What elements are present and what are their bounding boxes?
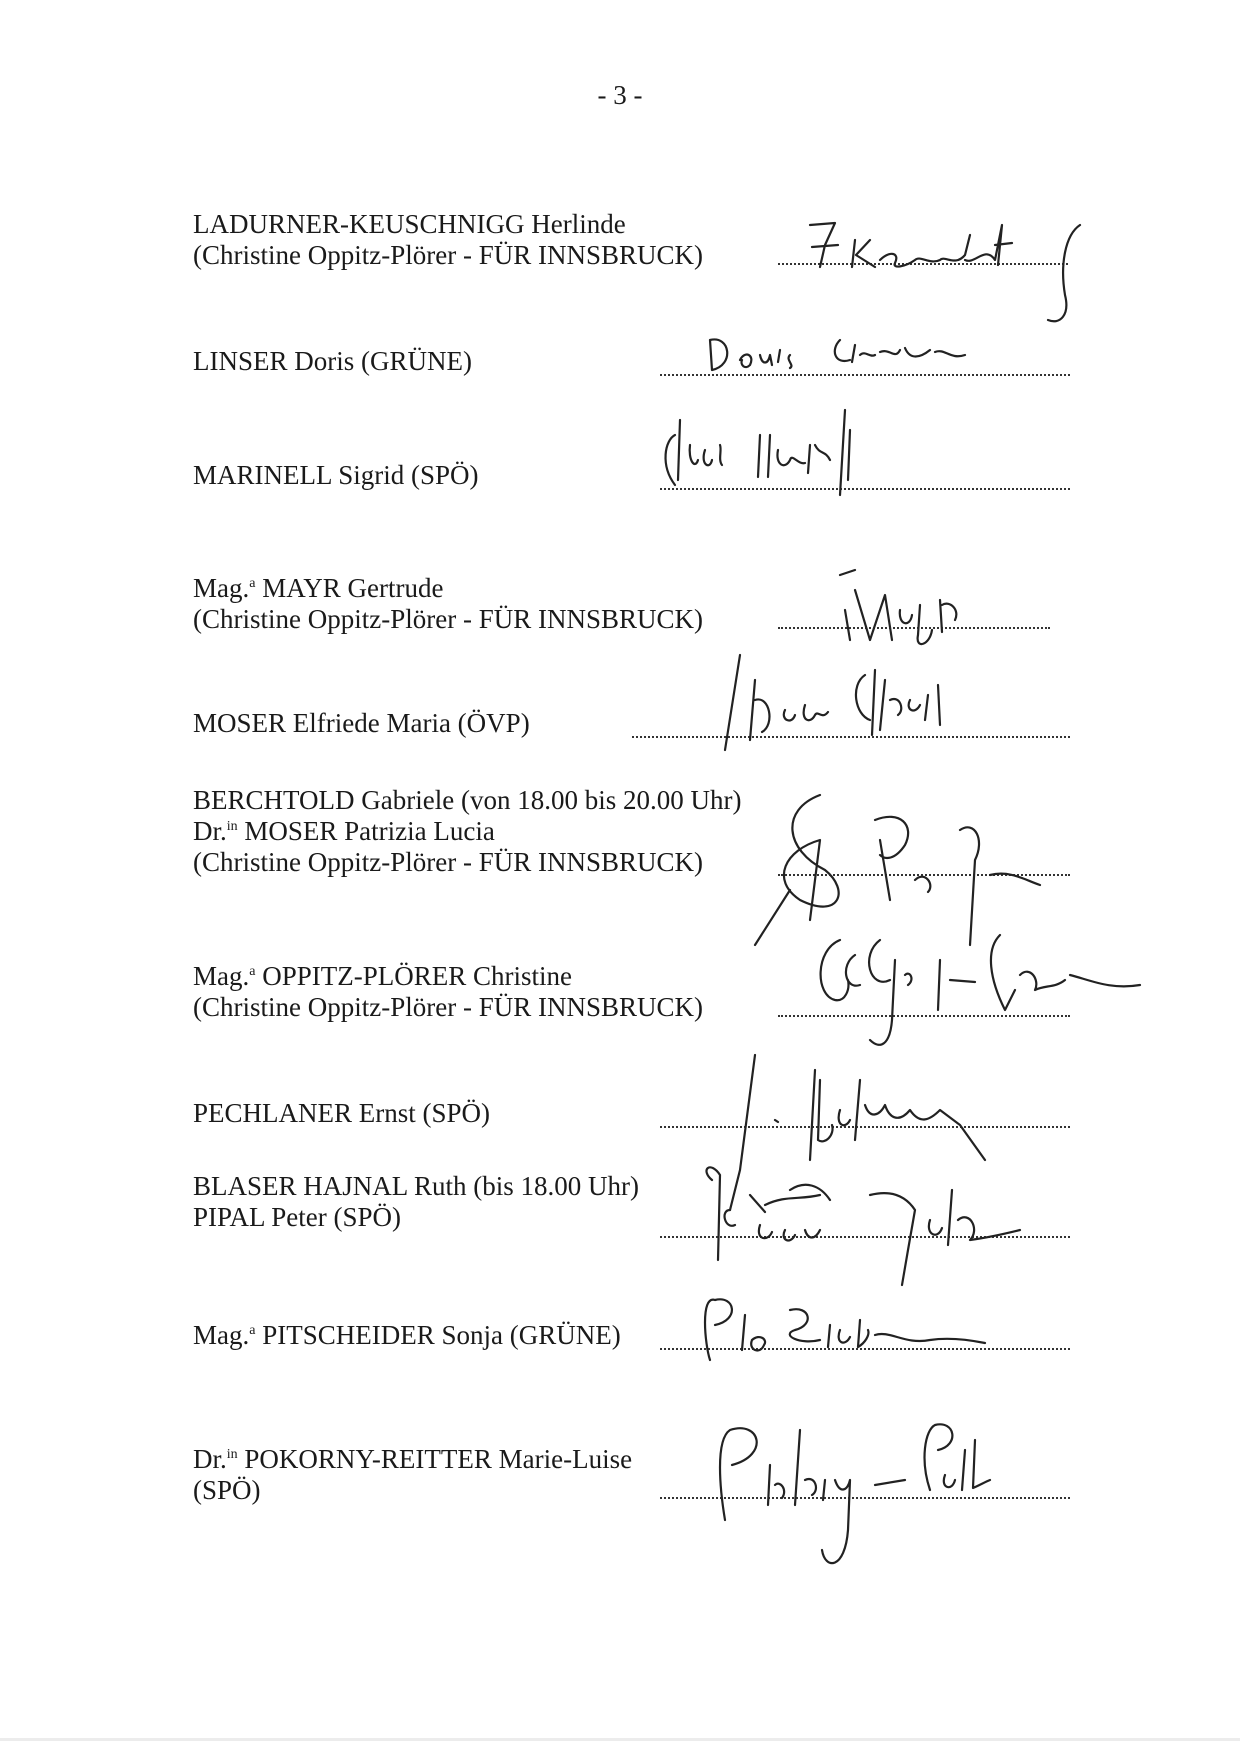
signature-linser: [700, 320, 1000, 380]
signature-oppitz-ploerer: [800, 920, 1160, 1060]
entry-line: (SPÖ): [193, 1475, 261, 1505]
entry-line: (Christine Oppitz-Plörer - FÜR INNSBRUCK): [193, 992, 703, 1022]
entry-line: Dr.$^{in}$ POKORNY-REITTER Marie-Luise: [193, 1444, 633, 1474]
entry-line: LADURNER-KEUSCHNIGG Herlinde: [193, 209, 626, 239]
signature-pokorny-reitter: [690, 1410, 1030, 1580]
signature-moser-elfriede: [700, 640, 1000, 760]
signatory-entry: [193, 708, 530, 739]
entry-line: PECHLANER Ernst (SPÖ): [193, 1098, 491, 1128]
entry-line: BLASER HAJNAL Ruth (bis 18.00 Uhr): [193, 1171, 640, 1201]
signature-ladurner-keuschnigg: [780, 205, 1110, 335]
signature-marinell: [650, 405, 880, 500]
entry-line: MOSER Elfriede Maria (ÖVP): [193, 708, 530, 738]
entry-line: BERCHTOLD Gabriele (von 18.00 bis 20.00 Uhr): [193, 785, 742, 815]
signatory-entry: [193, 1320, 621, 1351]
signatory-entry: [193, 1171, 639, 1233]
signatory-entry: [193, 573, 703, 635]
entry-line: (Christine Oppitz-Plörer - FÜR INNSBRUCK): [193, 847, 703, 877]
signatory-entry: [193, 209, 703, 271]
entry-line: MARINELL Sigrid (SPÖ): [193, 460, 479, 490]
entry-line: (Christine Oppitz-Plörer - FÜR INNSBRUCK): [193, 604, 703, 634]
signatory-entry: [193, 785, 741, 878]
signatory-entry: [193, 460, 479, 491]
page-bottom-edge: [0, 1738, 1240, 1741]
entry-line: (Christine Oppitz-Plörer - FÜR INNSBRUCK): [193, 240, 703, 270]
entry-line: Mag.$^a$ MAYR Gertrude: [193, 573, 444, 603]
entry-line: Mag.$^a$ OPPITZ-PLÖRER Christine: [193, 961, 572, 991]
signature-pipal: [690, 1150, 1090, 1280]
entry-line: Mag.$^a$ PITSCHEIDER Sonja (GRÜNE): [193, 1320, 621, 1350]
signature-pitscheider: [690, 1285, 990, 1370]
signatory-entry: [193, 346, 472, 377]
signatory-entry: [193, 1098, 490, 1129]
signatory-entry: [193, 1444, 632, 1506]
signatory-entry: [193, 961, 703, 1023]
page-number: - 3 -: [597, 80, 643, 110]
entry-line: LINSER Doris (GRÜNE): [193, 346, 472, 376]
entry-line: Dr.$^{in}$ MOSER Patrizia Lucia: [193, 816, 495, 846]
entry-line: PIPAL Peter (SPÖ): [193, 1202, 402, 1232]
